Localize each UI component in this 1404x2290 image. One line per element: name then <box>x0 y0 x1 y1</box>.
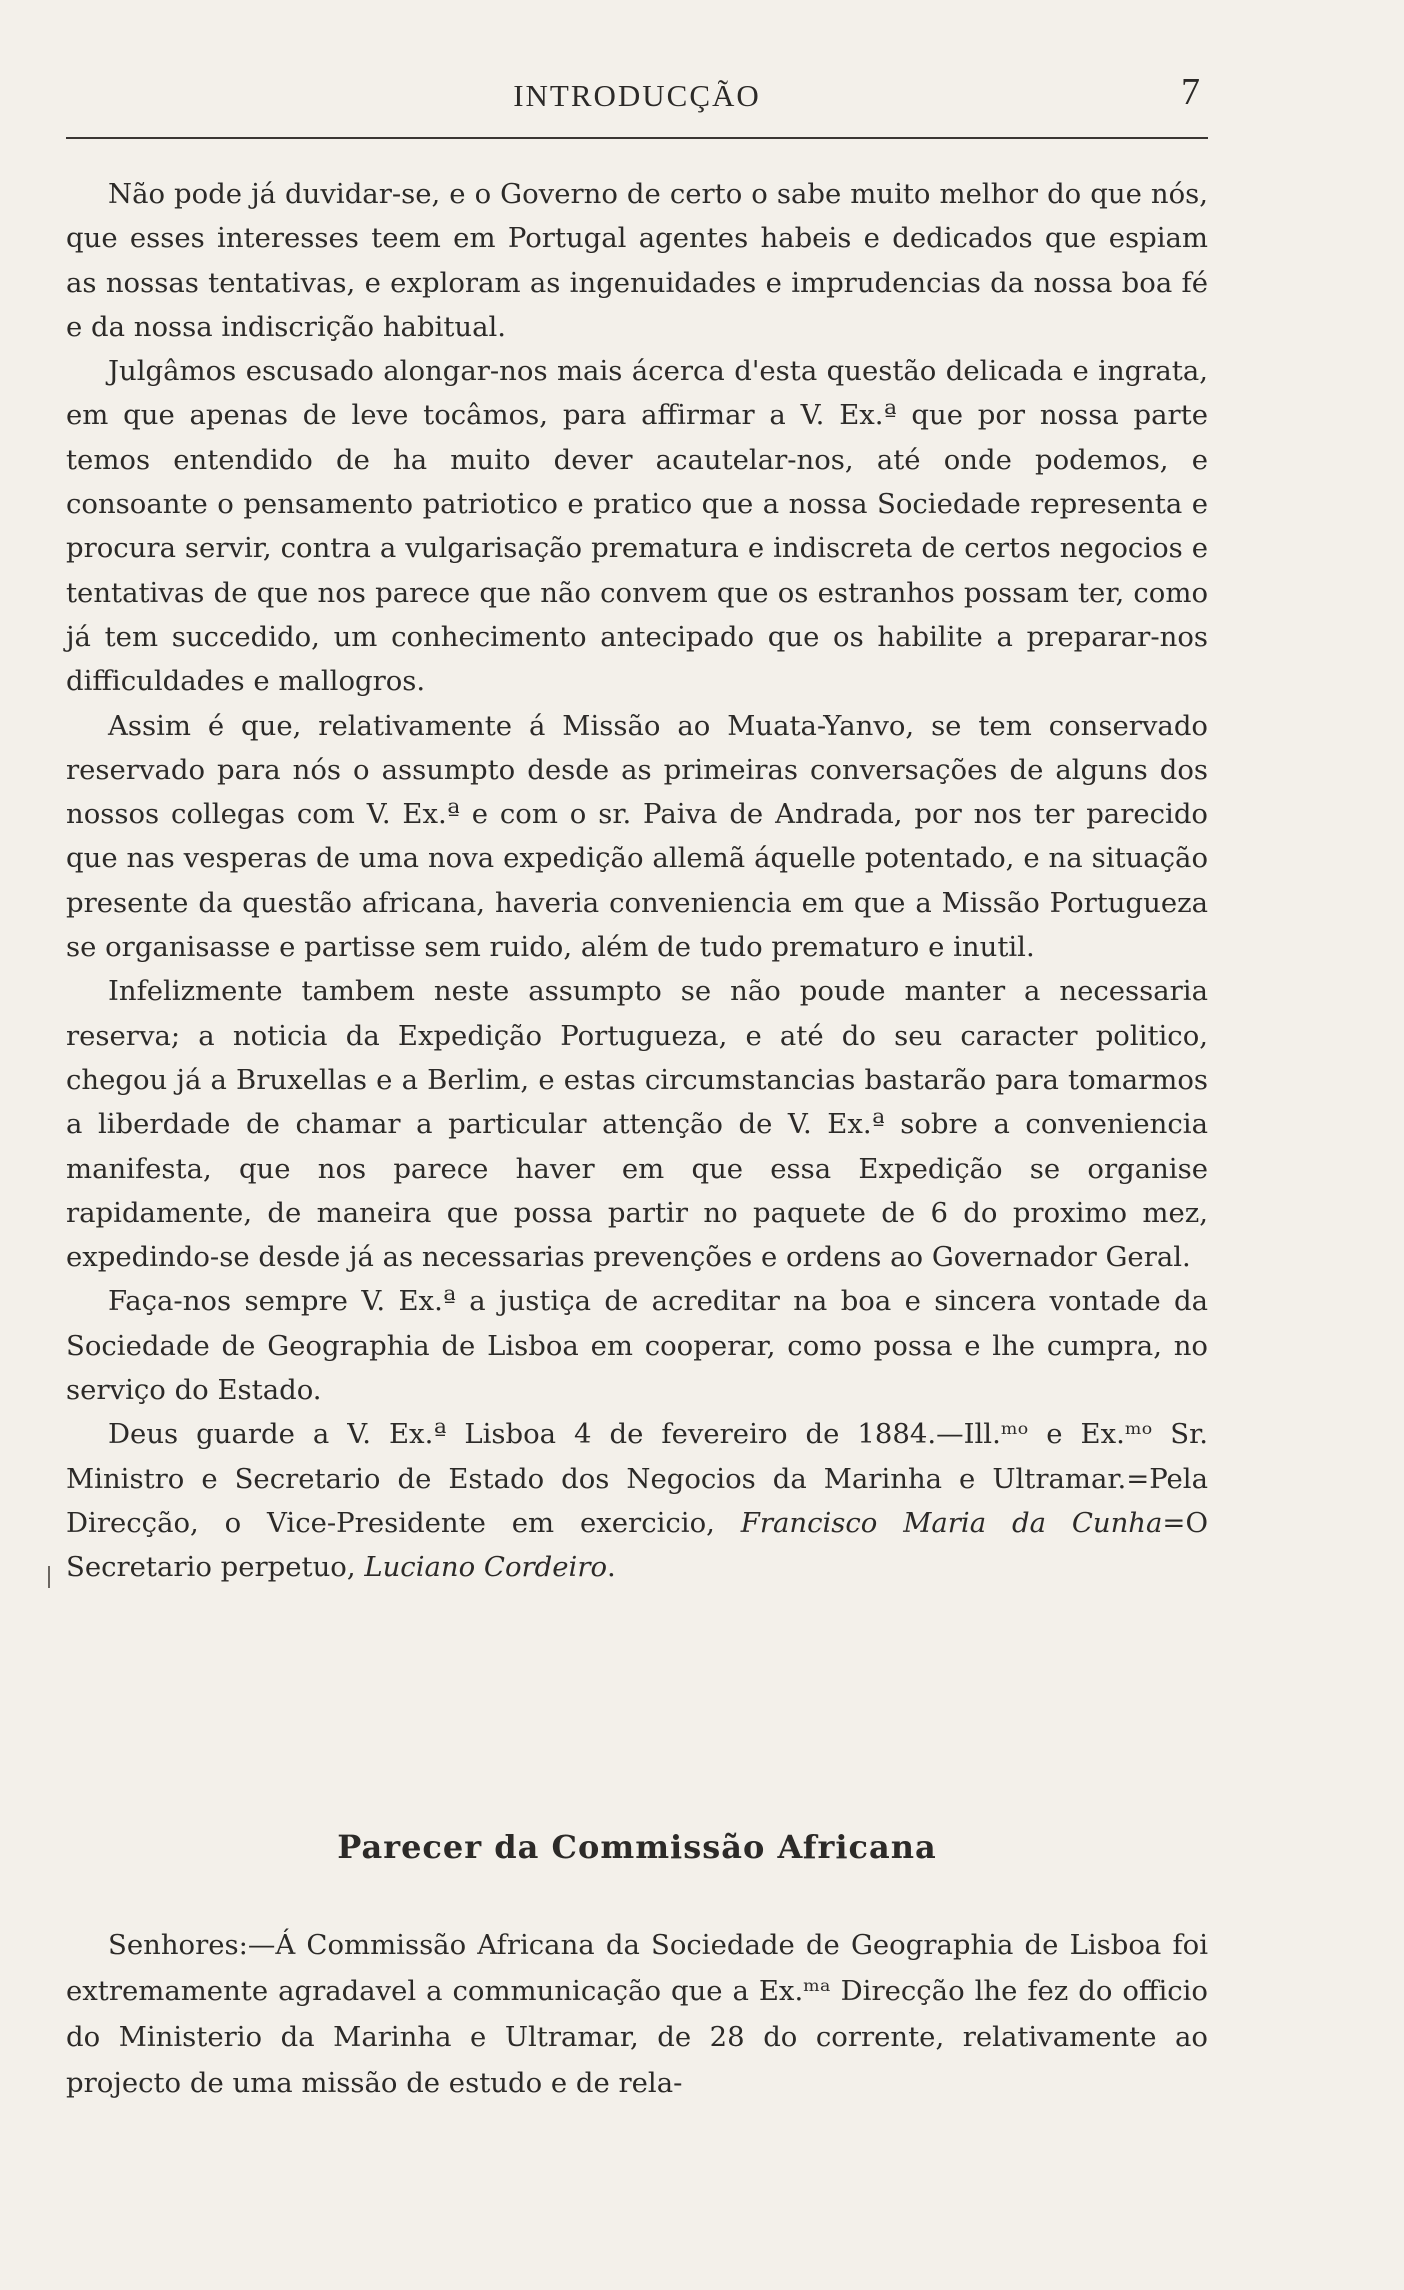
page <box>66 0 1208 2290</box>
paragraph: Faça-nos sempre V. Ex.ª a justiça de acreditar na boa e sincera vontade da Sociedade de Geographia de Lisboa em cooperar, como possa e lhe cumpra, no serviço do Estado. <box>66 1285 1208 1407</box>
paragraph: Senhores:—Á Commissão Africana da Sociedade de Geographia de Lisboa foi extremamente agradavel a communicação que a Ex.ᵐᵃ Direcção lhe fez do officio do Ministerio da Marinha e Ultramar, de 28 do corrente, relativamente ao projecto de uma missão de estudo e de rela- <box>66 1929 1208 2099</box>
margin-mark <box>48 1566 50 1588</box>
section-heading: Parecer da Commissão Africana <box>337 1828 937 1866</box>
closing-paragraph <box>66 1412 1208 1589</box>
running-title: INTRODUCÇÃO <box>513 78 761 113</box>
page-number: 7 <box>1181 71 1200 113</box>
signatory-secretary: Luciano Cordeiro <box>364 1551 608 1584</box>
signatory-vice-president: Francisco Maria da Cunha <box>740 1506 1163 1539</box>
closing-end: . <box>607 1551 616 1584</box>
paragraph: Assim é que, relativamente á Missão ao Muata-Yanvo, se tem conservado reservado para nós o assumpto desde as primeiras conversações de alguns dos nossos collegas com V. Ex.ª e com o sr. Paiva de Andrada, por nos ter parecido que nas vesperas de uma nova expedição allemã áquelle potentado, e na situação presente da questão africana, haveria conveniencia em que a Missão Portugueza se organisasse e partisse sem ruido, além de tudo prematuro e inutil. <box>66 709 1208 964</box>
letter-body <box>66 172 1208 1590</box>
header-rule <box>66 137 1208 139</box>
paragraph: Não pode já duvidar-se, e o Governo de certo o sabe muito melhor do que nós, que esses interesses teem em Portugal agentes habeis e dedicados que espiam as nossas tentativas, e exploram as ingenuidades e imprudencias da nossa boa fé e da nossa indiscrição habitual. <box>66 178 1208 343</box>
paragraph: Julgâmos escusado alongar-nos mais ácerca d'esta questão delicada e ingrata, em que apenas de leve tocâmos, para affirmar a V. Ex.ª que por nossa parte temos entendido de ha muito dever acautelar-nos, até onde podemos, e consoante o pensamento patriotico e pratico que a nossa Sociedade representa e procura servir, contra a vulgarisação prematura e indiscreta de certos negocios e tentativas de que nos parece que não convem que os estranhos possam ter, como já tem succedido, um conhecimento antecipado que os habilite a preparar-nos difficuldades e mallogros. <box>66 355 1208 698</box>
section-body <box>66 1922 1208 2106</box>
page-header <box>66 70 1208 126</box>
closing-separator: =O Secretario perpetuo, <box>66 1506 1208 1584</box>
closing-text: Deus guarde a V. Ex.ª Lisboa 4 de fevereiro de 1884.—Ill.ᵐᵒ e Ex.ᵐᵒ Sr. Ministro e Secretario de Estado dos Negocios da Marinha e Ultramar.=Pela Direcção, o Vice-Presidente em exercicio, <box>66 1418 1208 1539</box>
paragraph: Infelizmente tambem neste assumpto se não poude manter a necessaria reserva; a noticia da Expedição Portugueza, e até do seu caracter politico, chegou já a Bruxellas e a Berlim, e estas circumstancias bastarão para tomarmos a liberdade de chamar a particular attenção de V. Ex.ª sobre a conveniencia manifesta, que nos parece haver em que essa Expedição se organise rapidamente, de maneira que possa partir no paquete de 6 do proximo mez, expedindo-se desde já as necessarias prevenções e ordens ao Governador Geral. <box>66 975 1208 1274</box>
